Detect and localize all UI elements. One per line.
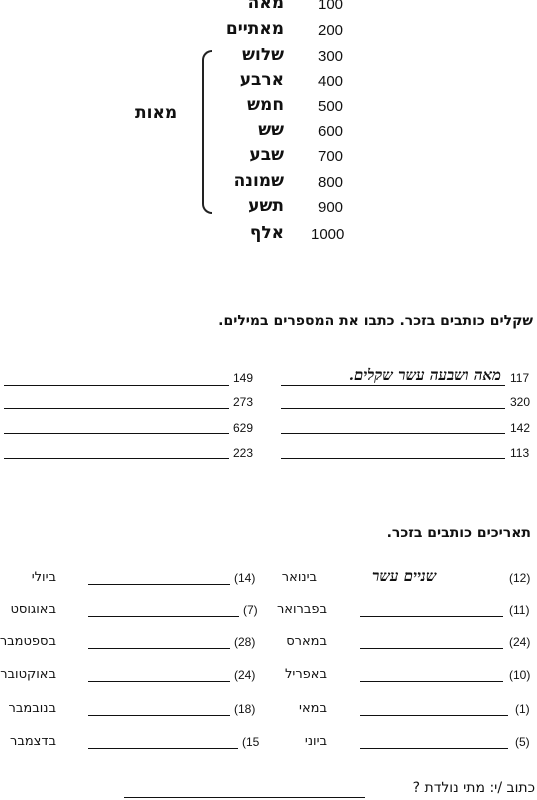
shekel-example-answer: מאה ושבעה עשר שקלים.: [348, 366, 501, 384]
date-answer-line[interactable]: [88, 648, 230, 649]
word-800: שמונה: [233, 171, 284, 191]
number-400: 400: [318, 73, 344, 90]
shekel-item-number: 320: [510, 395, 531, 409]
date-answer-line[interactable]: [360, 616, 503, 617]
word-500: חמש: [247, 95, 284, 115]
shekel-answer-line[interactable]: [4, 385, 229, 386]
date-month-label: במאי: [299, 701, 327, 716]
date-day-number: (7): [243, 603, 258, 617]
shekel-answer-line[interactable]: [4, 408, 229, 409]
date-month-label: ביולי: [31, 570, 56, 585]
number-200: 200: [318, 22, 344, 39]
shekel-answer-line[interactable]: [281, 458, 505, 459]
birthday-answer-line[interactable]: [124, 797, 365, 798]
date-month-label: בדצמבר: [9, 734, 56, 749]
date-answer-line[interactable]: [360, 681, 503, 682]
number-500: 500: [318, 98, 344, 115]
shekel-answer-line[interactable]: [281, 385, 505, 386]
date-month-label: בנובמבר: [8, 701, 56, 716]
hundreds-label: מאות: [135, 103, 178, 123]
shekel-item-number: 273: [233, 395, 254, 409]
date-answer-line[interactable]: [88, 681, 230, 682]
date-month-label: באוקטובר: [0, 667, 56, 682]
number-800: 800: [318, 174, 344, 191]
date-day-number: (11): [509, 603, 530, 617]
shekels-instruction: שקלים כותבים בזכר. כתבו את המספרים במילים.: [218, 313, 533, 329]
date-month-label: בספטמבר: [0, 634, 56, 649]
word-400: ארבע: [239, 70, 284, 90]
shekel-item-number: 629: [233, 421, 254, 435]
date-month-label: בינואר: [281, 570, 317, 585]
number-1000: 1000: [311, 226, 345, 243]
date-answer-line[interactable]: [360, 715, 508, 716]
date-answer-line[interactable]: [360, 748, 508, 749]
shekel-answer-line[interactable]: [281, 433, 505, 434]
shekel-answer-line[interactable]: [281, 408, 505, 409]
number-900: 900: [318, 199, 344, 216]
date-day-number: (15: [242, 735, 260, 749]
shekel-item-number: 142: [510, 421, 531, 435]
word-100: מאה: [247, 0, 284, 13]
number-100: 100: [318, 0, 344, 13]
date-day-number: (10): [509, 668, 531, 682]
hundreds-brace: [202, 50, 212, 214]
date-answer-line[interactable]: [88, 715, 230, 716]
date-day-number: (14): [234, 571, 256, 585]
date-answer-line[interactable]: [88, 584, 230, 585]
shekel-item-number: 223: [233, 446, 254, 460]
word-200: מאתיים: [225, 19, 284, 39]
date-month-label: במארס: [286, 634, 327, 649]
date-month-label: ביוני: [304, 734, 327, 749]
word-600: שש: [258, 120, 284, 140]
dates-instruction: תאריכים כותבים בזכר.: [386, 525, 531, 541]
date-day-number: (18): [234, 702, 256, 716]
date-month-label: בפברואר: [276, 602, 327, 617]
shekel-item-number: 149: [233, 371, 254, 385]
shekel-answer-line[interactable]: [4, 433, 229, 434]
date-day-number: (28): [234, 635, 256, 649]
date-day-number: (12): [509, 571, 531, 585]
word-300: שלוש: [242, 45, 284, 65]
word-700: שבע: [249, 145, 284, 165]
date-answer-line[interactable]: [88, 748, 238, 749]
date-day-number: (5): [515, 735, 530, 749]
word-900: תשע: [248, 196, 284, 216]
date-month-label: באפריל: [285, 667, 327, 682]
number-700: 700: [318, 148, 344, 165]
date-day-number: (24): [234, 668, 256, 682]
date-answer-line[interactable]: [360, 648, 503, 649]
number-600: 600: [318, 123, 344, 140]
shekel-item-number: 117: [510, 371, 530, 385]
shekel-item-number: 113: [510, 446, 530, 460]
birthday-question: כתוב /י: מתי נולדת ?: [412, 780, 535, 796]
word-1000: אלף: [249, 223, 284, 243]
date-month-label: באוגוסט: [10, 602, 56, 617]
date-day-number: (24): [509, 635, 531, 649]
shekel-answer-line[interactable]: [4, 458, 229, 459]
date-answer-line[interactable]: [88, 616, 239, 617]
date-example-answer: שניים עשר: [372, 567, 437, 585]
date-day-number: (1): [515, 702, 530, 716]
number-300: 300: [318, 48, 344, 65]
